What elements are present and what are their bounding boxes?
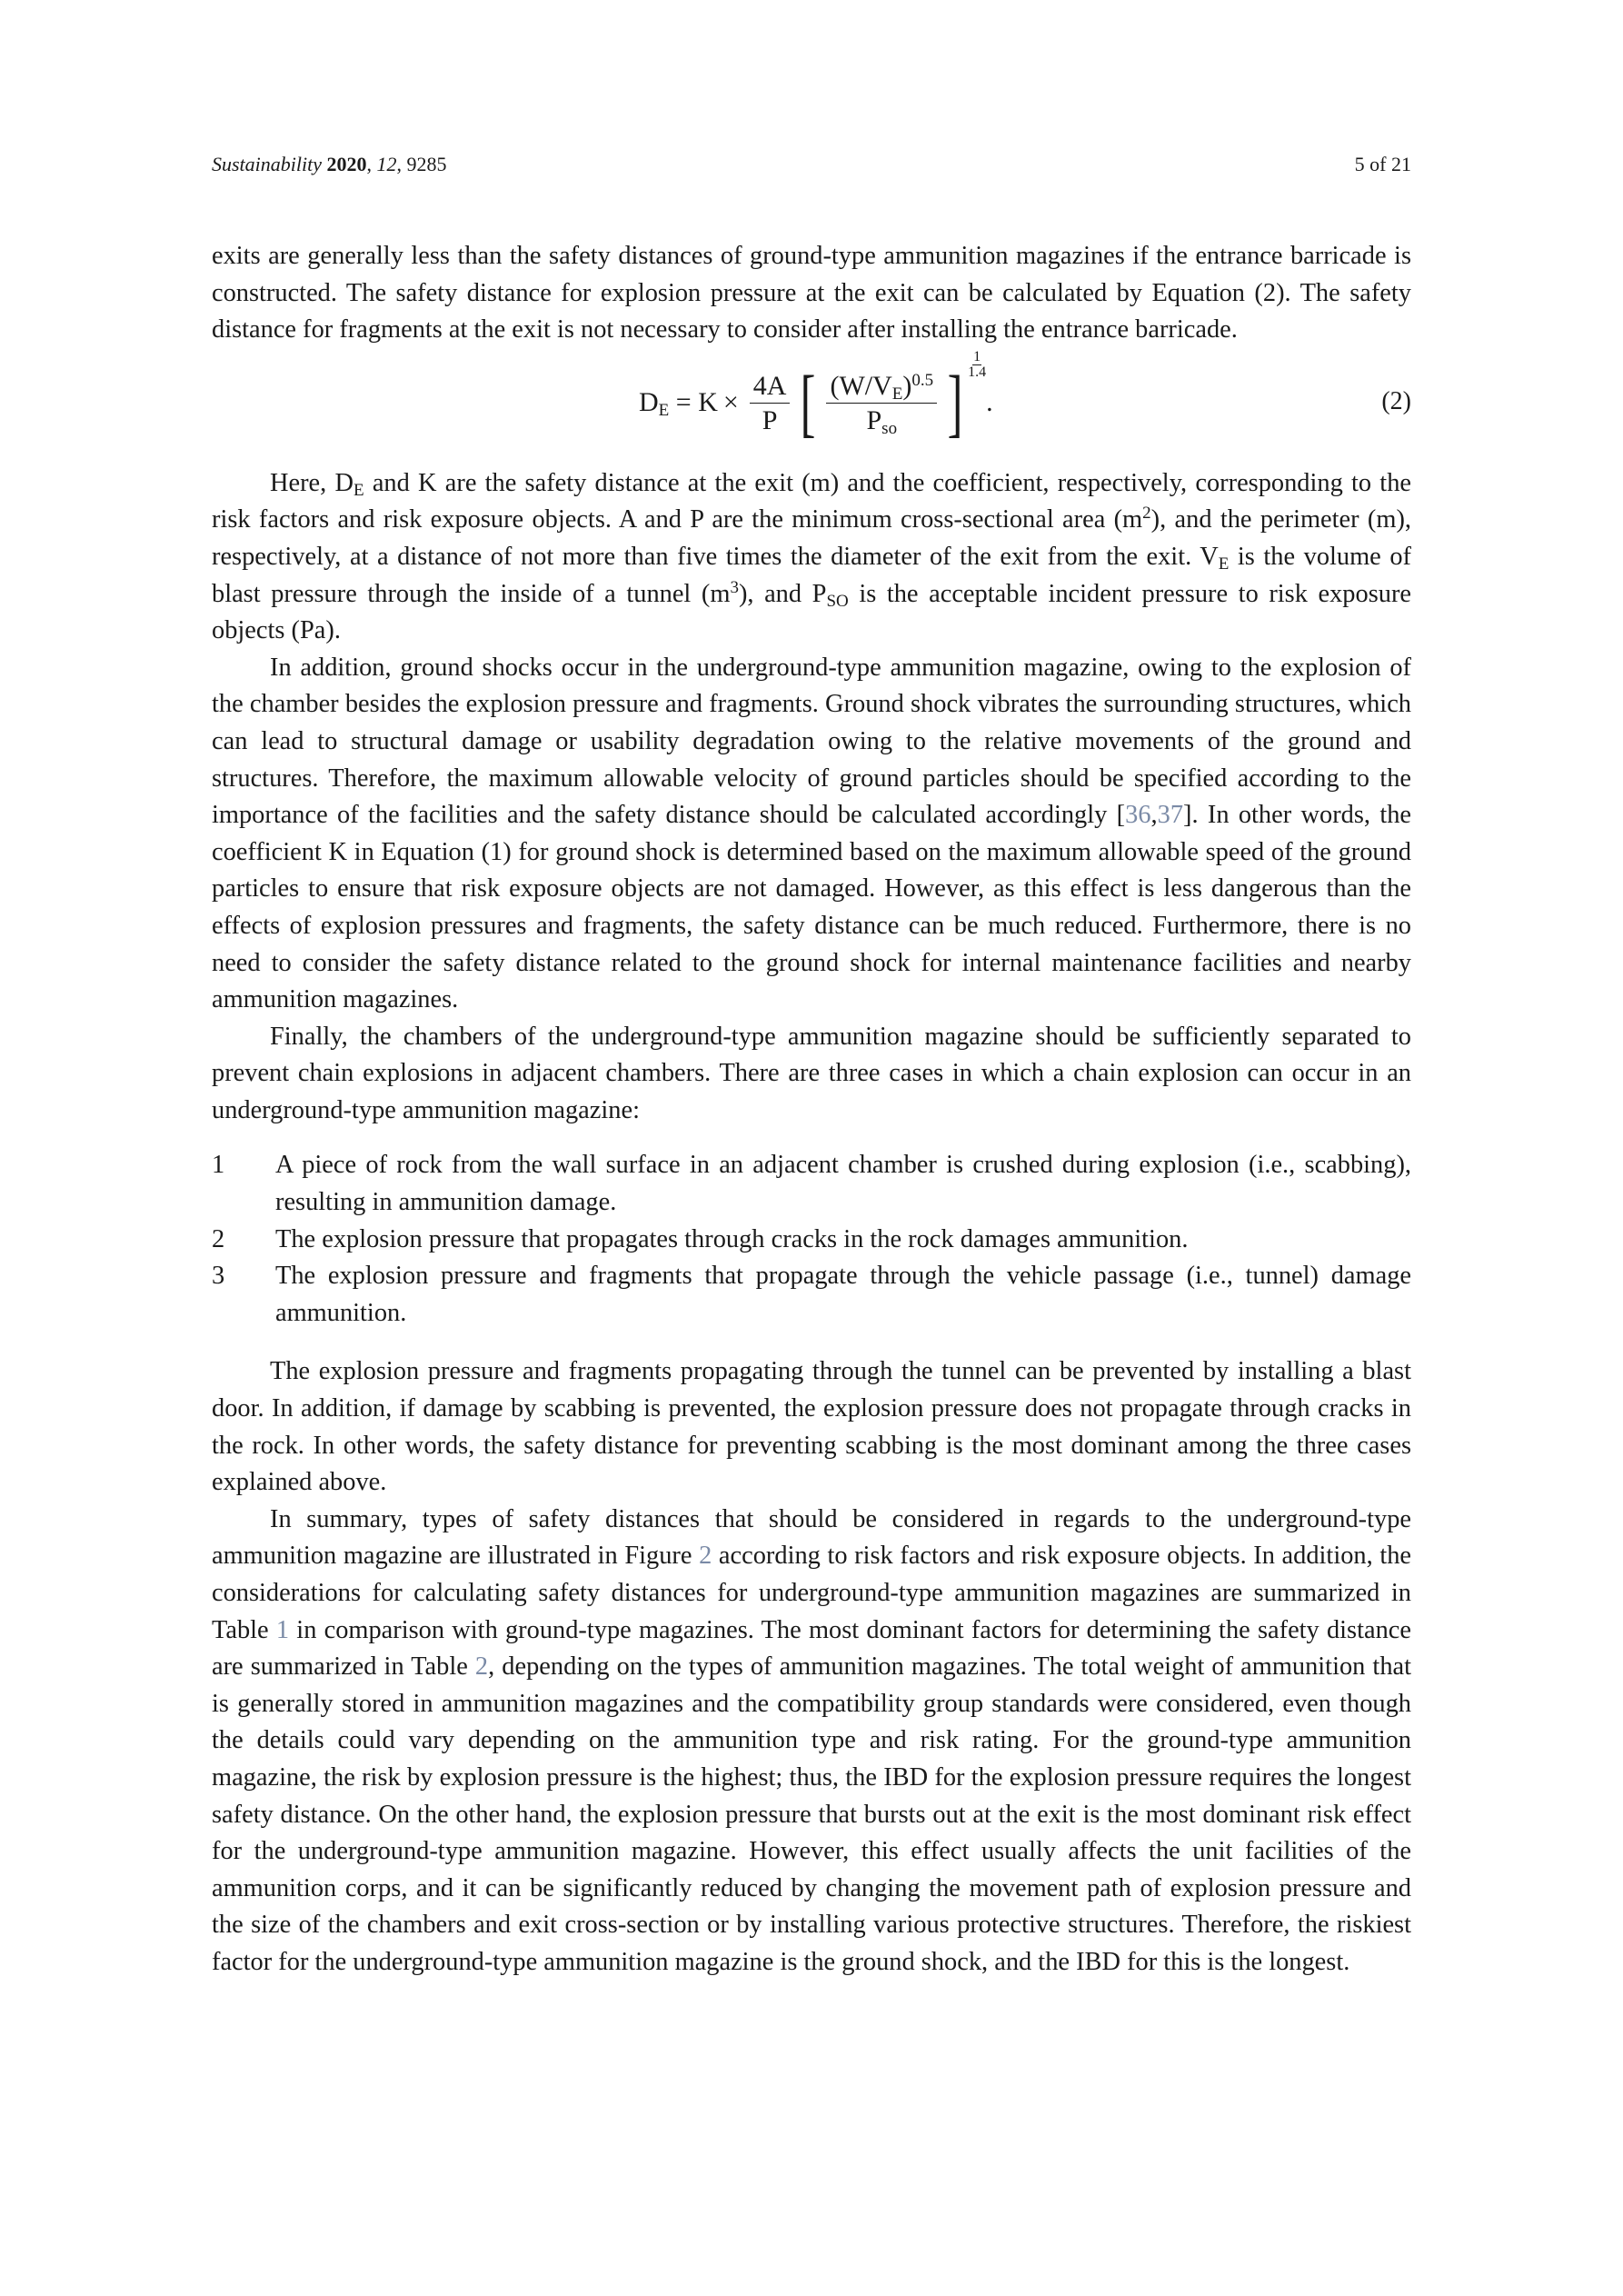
eq-period: . (986, 387, 993, 418)
paragraph-6: In summary, types of safety distances that should be considered in regards to the underground-type ammunition magazine are illustrated in Figure 2 according to risk factors and risk exposure objects. In addition, the considerations for calculating safety distances for underground-type ammunition magazines are summarized in Table 1 in comparison with ground-type magazines. The most dominant factors for determining the safety distance are summarized in Table 2, depending on the types of ammunition magazines. The total weight of ammunition that is generally stored in ammunition magazines and the compatibility group standards were considered, even though the details could vary depending on the ammunition type and risk rating. For the ground-type ammunition magazine, the risk by explosion pressure is the highest; thus, the IBD for the explosion pressure requires the longest safety distance. On the other hand, the explosion pressure that bursts out at the exit is the most dominant risk effect for the underground-type ammunition magazine. However, this effect usually affects the unit facilities of the ammunition corps, and it can be significantly reduced by changing the movement path of explosion pressure and the size of the chambers and exit cross-section or by installing various protective structures. Therefore, the riskiest factor for the underground-type ammunition magazine is the ground shock, and the IBD for this is the longest. (212, 1504, 1411, 1976)
citation-link-36[interactable]: 36 (1125, 801, 1151, 830)
eq-right-bracket: ] (947, 360, 963, 445)
list-item (212, 1222, 1411, 1259)
equation-body (639, 349, 993, 449)
list-text: The explosion pressure and fragments that propagate through the vehicle passage (i.e., tunnel) damage ammunition. (275, 1262, 1411, 1327)
body-text (212, 238, 1411, 1982)
eq-left-bracket: [ (801, 360, 816, 445)
page-header (212, 153, 1411, 180)
list-number: 2 (212, 1224, 225, 1253)
list-number: 3 (212, 1262, 225, 1291)
journal-citation: Sustainability 2020, 12, 9285 (212, 153, 447, 175)
eq-fraction-1: $\frac{4A}{P}$ (750, 371, 791, 435)
list-item (212, 1258, 1411, 1332)
eq-equals-k: = K (675, 387, 718, 418)
eq-times: × (722, 387, 739, 418)
list-text: The explosion pressure that propagates through cracks in the rock damages ammunition. (275, 1224, 1189, 1253)
chain-explosion-list (212, 1147, 1411, 1332)
article-number: , 9285 (396, 153, 447, 175)
paragraph-3: In addition, ground shocks occur in the underground-type ammunition magazine, owing to the explosion of the chamber besides the explosion pressure and fragments. Ground shock vibrates the surrounding structures, which can lead to structural damage or usability degradation owing to the relative movements of the ground and structures. Therefore, the maximum allowable velocity of ground particles should be specified according to the importance of the facilities and the safety distance should be calculated accordingly [36,37]. In other words, the coefficient K in Equation (1) for ground shock is determined based on the maximum allowable speed of the ground particles to ensure that risk exposure objects are not damaged. However, as this effect is less dangerous than the effects of explosion pressures and fragments, the safety distance can be much reduced. Furthermore, there is no need to consider the safety distance related to the ground shock for internal maintenance facilities and nearby ammunition magazines. (212, 653, 1411, 1014)
figure-link-2[interactable]: 2 (699, 1542, 712, 1571)
citation-link-37[interactable]: 37 (1157, 801, 1184, 830)
equation-number: (2) (1381, 386, 1411, 415)
table-link-1[interactable]: 1 (275, 1615, 290, 1644)
paragraph-1: exits are generally less than the safety distances of ground-type ammunition magazines if the entrance barricade is constructed. The safety distance for explosion pressure at the exit can be calculated by Equation (2). The safety distance for fragments at the exit is not necessary to consider after installing the entrance barricade. (212, 242, 1411, 344)
eq-lhs: $D_E$ (639, 387, 670, 421)
table-link-2[interactable]: 2 (474, 1652, 489, 1682)
equation-2 (212, 349, 1411, 465)
list-number: 1 (212, 1151, 225, 1180)
page-number: 5 of 21 (1354, 153, 1411, 175)
paragraph-2: Here, $D_E$ and K are the safety distance at the exit (m) and the coefficient, respectively, corresponding to the risk factors and risk exposure objects. A and P are the minimum cross-sectional area $(m^2)$, and the perimeter (m), respectively, at a distance of not more than five times the diameter of the exit from the exit. $V_E$ is the volume of blast pressure through the inside of a tunnel $(m^3)$, and $P_{SO}$ is the acceptable incident pressure to risk exposure objects (Pa). (212, 468, 1411, 645)
eq-outer-exponent: 1 1.4 (968, 349, 987, 381)
list-text: A piece of rock from the wall surface in an adjacent chamber is crushed during explosion (i.e., scabbing), resulting in ammunition damage. (275, 1151, 1411, 1217)
list-item (212, 1147, 1411, 1221)
paragraph-5: The explosion pressure and fragments propagating through the tunnel can be prevented by installing a blast door. In addition, if damage by scabbing is prevented, the explosion pressure does not propagate through cracks in the rock. In other words, the safety distance for preventing scabbing is the most dominant among the three cases explained above. (212, 1357, 1411, 1497)
journal-name: Sustainability (212, 153, 322, 175)
journal-year: 2020 (326, 153, 367, 175)
eq-fraction-2: $\frac{(W/V_E)^{0.5}}{P_{so}}$ (826, 371, 937, 435)
journal-volume: 12 (376, 153, 397, 175)
paragraph-4: Finally, the chambers of the underground-type ammunition magazine should be sufficiently separated to prevent chain explosions in adjacent chambers. There are three cases in which a chain explosion can occur in an underground-type ammunition magazine: (212, 1022, 1411, 1124)
